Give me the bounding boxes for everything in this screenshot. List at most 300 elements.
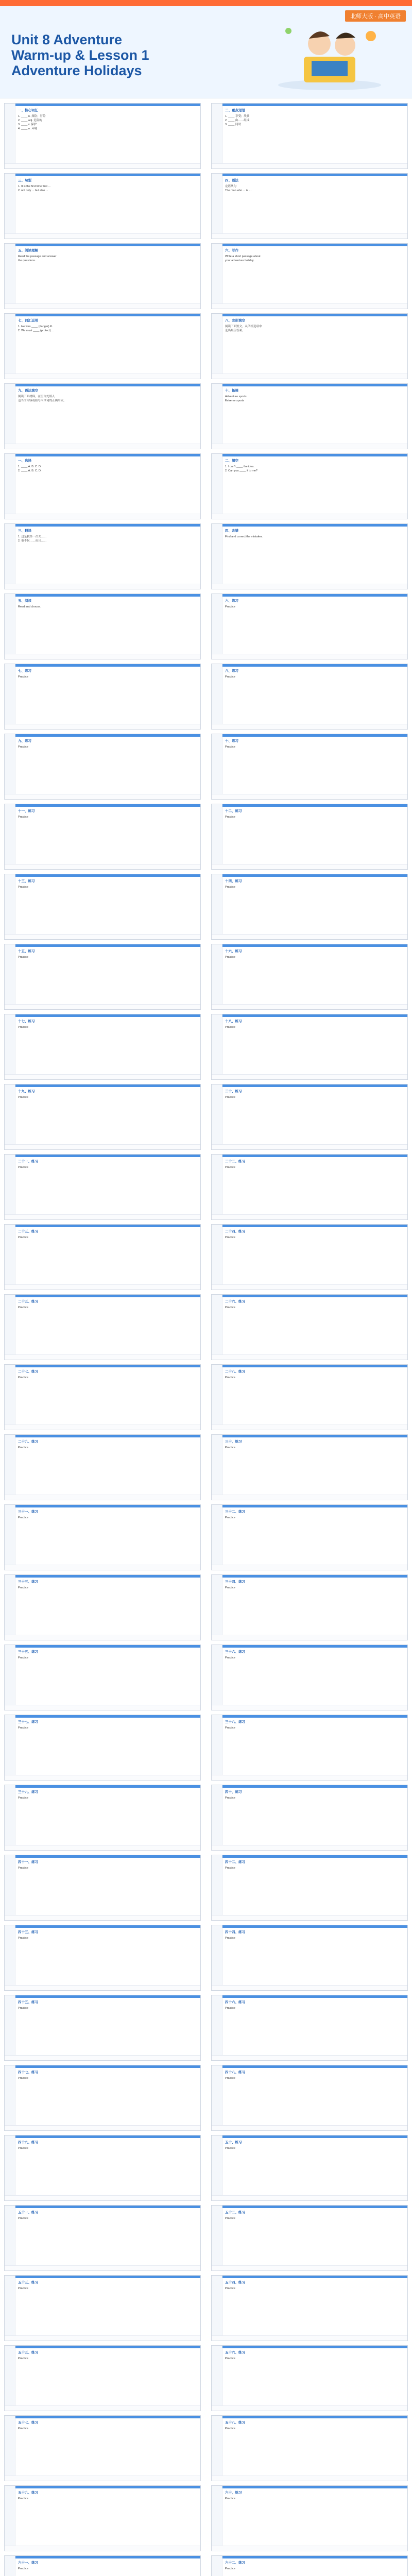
slide-line: Practice bbox=[225, 2217, 235, 2220]
slide-body bbox=[18, 1300, 196, 1352]
slide-line: 4. ____ n. 环境 bbox=[18, 127, 37, 130]
slide-heading: 十、练习 bbox=[225, 739, 238, 743]
content-slide bbox=[211, 2555, 408, 2576]
slide-line: 阅读下面短文，从所给选项中 bbox=[225, 325, 262, 328]
slide-footer bbox=[212, 514, 407, 519]
slide-line: Practice bbox=[225, 745, 235, 749]
slide-heading: 五十一、练习 bbox=[18, 2211, 38, 2214]
title-line-2: Warm-up & Lesson 1 bbox=[11, 47, 149, 63]
content-slide bbox=[4, 523, 201, 589]
slide-body bbox=[18, 179, 196, 231]
slide-body bbox=[225, 2281, 403, 2333]
content-slide bbox=[4, 594, 201, 659]
slide-side-strip bbox=[212, 734, 222, 799]
content-slide bbox=[211, 1995, 408, 2061]
slide-heading: 五、阅读 bbox=[18, 599, 31, 603]
slide-heading: 九、练习 bbox=[18, 739, 31, 743]
slide-body bbox=[225, 2491, 403, 2544]
slide-line: Read the passage and answer bbox=[18, 255, 57, 258]
slide-side-strip bbox=[212, 1505, 222, 1570]
content-slide bbox=[4, 1364, 201, 1430]
slide-footer bbox=[212, 1284, 407, 1290]
slide-side-strip bbox=[212, 1365, 222, 1430]
slide-header-bar bbox=[212, 2346, 407, 2348]
content-slide bbox=[4, 944, 201, 1010]
slide-side-strip bbox=[212, 1855, 222, 1920]
slide-heading: 四十三、练习 bbox=[18, 1930, 38, 1934]
slide-heading: 十七、练习 bbox=[18, 1020, 35, 1023]
slide-footer bbox=[212, 2125, 407, 2130]
slide-header-bar bbox=[212, 1715, 407, 1718]
slide-body bbox=[225, 669, 403, 722]
slide-footer bbox=[5, 1354, 200, 1360]
slide-heading: 三十九、练习 bbox=[18, 1790, 38, 1794]
slide-line: Practice bbox=[18, 1516, 28, 1519]
slide-header-bar bbox=[5, 2486, 200, 2488]
slide-body bbox=[225, 1440, 403, 1493]
slide-heading: 三十二、练习 bbox=[225, 1510, 245, 1514]
slide-body bbox=[18, 1440, 196, 1493]
slide-header-bar bbox=[212, 1505, 407, 1507]
slide-header-bar bbox=[5, 2276, 200, 2278]
slide-body bbox=[18, 809, 196, 862]
slide-heading: 五十七、练习 bbox=[18, 2421, 38, 2425]
slide-header-bar bbox=[212, 2556, 407, 2558]
slide-body bbox=[225, 2071, 403, 2123]
slide-heading: 五十、练习 bbox=[225, 2141, 242, 2144]
slide-body bbox=[18, 1650, 196, 1703]
slide-body bbox=[225, 1510, 403, 1563]
slide-body bbox=[225, 1790, 403, 1843]
slide-header-bar bbox=[5, 734, 200, 737]
slide-body bbox=[225, 1580, 403, 1633]
slide-heading: 二十二、练习 bbox=[225, 1160, 245, 1163]
slide-line: 2. not only ... but also ... bbox=[18, 189, 48, 192]
content-slide bbox=[211, 1715, 408, 1781]
content-slide bbox=[211, 1294, 408, 1360]
slide-line: 2. ____ adj. 危险的 bbox=[18, 119, 42, 122]
slide-side-strip bbox=[212, 874, 222, 939]
slide-footer bbox=[212, 1565, 407, 1570]
slide-header-bar bbox=[5, 1785, 200, 1788]
slide-side-strip bbox=[212, 524, 222, 589]
slide-line: Practice bbox=[225, 2357, 235, 2360]
slide-side-strip bbox=[5, 2486, 15, 2551]
slide-side-strip bbox=[212, 944, 222, 1009]
content-slide bbox=[211, 1504, 408, 1570]
slide-heading: 三十、练习 bbox=[225, 1440, 242, 1444]
slide-footer bbox=[212, 724, 407, 729]
slide-heading: 四、语法 bbox=[225, 179, 238, 182]
slide-side-strip bbox=[212, 2136, 222, 2200]
slide-side-strip bbox=[5, 874, 15, 939]
slide-heading: 八、完形填空 bbox=[225, 319, 245, 323]
slide-body bbox=[225, 2001, 403, 2053]
slide-header-bar bbox=[5, 314, 200, 316]
slide-header-bar bbox=[212, 1155, 407, 1157]
content-slide bbox=[211, 804, 408, 870]
slide-footer bbox=[5, 1144, 200, 1149]
slide-header-bar bbox=[5, 2206, 200, 2208]
slide-footer bbox=[212, 1705, 407, 1710]
slide-footer bbox=[5, 584, 200, 589]
slide-footer bbox=[5, 1775, 200, 1780]
slide-footer bbox=[212, 1915, 407, 1920]
slide-side-strip bbox=[5, 1855, 15, 1920]
slide-footer bbox=[212, 1004, 407, 1009]
slide-line: 1. It is the first time that ... bbox=[18, 185, 50, 188]
slide-header-bar bbox=[212, 734, 407, 737]
content-slide bbox=[4, 874, 201, 940]
slide-side-strip bbox=[212, 594, 222, 659]
slide-footer bbox=[212, 864, 407, 869]
slide-line: Practice bbox=[18, 2427, 28, 2430]
slide-heading: 六、练习 bbox=[225, 599, 238, 603]
slide-line: 1. 这是我第一次去…… bbox=[18, 535, 47, 538]
content-slide bbox=[4, 2415, 201, 2481]
content-slide bbox=[211, 523, 408, 589]
slide-side-strip bbox=[5, 1715, 15, 1780]
slide-heading: 五十八、练习 bbox=[225, 2421, 245, 2425]
slide-heading: 二十六、练习 bbox=[225, 1300, 245, 1303]
content-slide bbox=[211, 1224, 408, 1290]
slide-line: The man who ... is ... bbox=[225, 189, 252, 192]
slide-line: Practice bbox=[18, 2497, 28, 2500]
content-slide bbox=[211, 2415, 408, 2481]
content-slide bbox=[4, 2205, 201, 2271]
slide-header-bar bbox=[5, 1575, 200, 1578]
slide-side-strip bbox=[5, 1925, 15, 1990]
slide-body bbox=[18, 1790, 196, 1843]
slide-body bbox=[225, 529, 403, 582]
slide-body bbox=[225, 249, 403, 301]
slide-footer bbox=[5, 2125, 200, 2130]
slide-footer bbox=[212, 233, 407, 239]
slide-heading: 十六、练习 bbox=[225, 950, 242, 953]
content-slide bbox=[4, 1715, 201, 1781]
slide-heading: 十九、练习 bbox=[18, 1090, 35, 1093]
slide-header-bar bbox=[5, 1855, 200, 1858]
slide-line: 1. He was ____ (danger) ill. bbox=[18, 325, 53, 328]
slide-footer bbox=[212, 1775, 407, 1780]
slide-side-strip bbox=[5, 1435, 15, 1500]
content-slide bbox=[4, 173, 201, 239]
content-slide bbox=[211, 734, 408, 800]
slide-line: Practice bbox=[225, 1096, 235, 1099]
content-slide bbox=[211, 313, 408, 379]
slide-footer bbox=[212, 303, 407, 309]
content-slide bbox=[4, 2345, 201, 2411]
slide-heading: 三十七、练习 bbox=[18, 1720, 38, 1724]
slide-line: Practice bbox=[18, 1797, 28, 1800]
slide-header-bar bbox=[5, 1014, 200, 1017]
slide-line: Practice bbox=[18, 1586, 28, 1589]
slide-heading: 三、翻译 bbox=[18, 529, 31, 533]
slide-heading: 三十五、练习 bbox=[18, 1650, 38, 1654]
slide-body bbox=[18, 1160, 196, 1212]
slide-body bbox=[225, 1160, 403, 1212]
slide-body bbox=[225, 1230, 403, 1282]
slide-line: 1. I can't ____ the idea. bbox=[225, 465, 255, 468]
slide-body bbox=[225, 459, 403, 512]
slide-line: Practice bbox=[225, 1586, 235, 1589]
content-slide bbox=[211, 1364, 408, 1430]
slide-line: Practice bbox=[18, 1446, 28, 1449]
slide-side-strip bbox=[5, 1225, 15, 1290]
slide-body bbox=[18, 1230, 196, 1282]
slide-line: Practice bbox=[18, 2567, 28, 2570]
slide-footer bbox=[5, 1915, 200, 1920]
content-slide bbox=[211, 243, 408, 309]
content-slide bbox=[4, 243, 201, 309]
slide-side-strip bbox=[212, 1435, 222, 1500]
slide-footer bbox=[5, 2546, 200, 2551]
slide-body bbox=[225, 1020, 403, 1072]
slide-line: Practice bbox=[18, 2077, 28, 2080]
slide-heading: 三、句型 bbox=[18, 179, 31, 182]
slide-heading: 五十四、练习 bbox=[225, 2281, 245, 2284]
slide-line: Practice bbox=[225, 886, 235, 889]
slide-heading: 二、重点短语 bbox=[225, 109, 245, 112]
slide-heading: 八、练习 bbox=[225, 669, 238, 673]
slide-heading: 四十一、练习 bbox=[18, 1860, 38, 1864]
slide-body bbox=[225, 389, 403, 442]
slide-heading: 一、核心词汇 bbox=[18, 109, 38, 112]
content-slide bbox=[4, 1504, 201, 1570]
slide-side-strip bbox=[212, 1925, 222, 1990]
slide-footer bbox=[5, 2265, 200, 2270]
slide-line: Practice bbox=[225, 1166, 235, 1169]
slide-line: Practice bbox=[225, 675, 235, 679]
slide-header-bar bbox=[5, 1925, 200, 1928]
slide-header-bar bbox=[5, 1225, 200, 1227]
slide-heading: 三十一、练习 bbox=[18, 1510, 38, 1514]
content-slide bbox=[211, 1434, 408, 1500]
slide-header-bar bbox=[5, 594, 200, 597]
slide-footer bbox=[212, 934, 407, 939]
slide-header-bar bbox=[5, 1155, 200, 1157]
slide-footer bbox=[212, 163, 407, 168]
slide-body bbox=[18, 1020, 196, 1072]
slide-body bbox=[225, 109, 403, 161]
title-text bbox=[11, 32, 228, 78]
slide-header-bar bbox=[212, 1575, 407, 1578]
slide-footer bbox=[212, 1635, 407, 1640]
slide-header-bar bbox=[212, 1365, 407, 1367]
slide-footer bbox=[5, 2335, 200, 2341]
slide-line: Practice bbox=[18, 956, 28, 959]
slide-heading: 六十一、练习 bbox=[18, 2561, 38, 2565]
slide-side-strip bbox=[5, 104, 15, 168]
slide-body bbox=[225, 809, 403, 862]
slide-body bbox=[18, 249, 196, 301]
slide-footer bbox=[212, 1425, 407, 1430]
title-line-3: Adventure Holidays bbox=[11, 63, 142, 78]
slide-header-bar bbox=[5, 1505, 200, 1507]
slide-body bbox=[225, 2141, 403, 2193]
slide-side-strip bbox=[212, 1014, 222, 1079]
slide-header-bar bbox=[212, 944, 407, 947]
slide-body bbox=[18, 1510, 196, 1563]
slide-body bbox=[225, 950, 403, 1002]
slide-side-strip bbox=[212, 804, 222, 869]
slide-side-strip bbox=[212, 1225, 222, 1290]
slide-heading: 二十三、练习 bbox=[18, 1230, 38, 1233]
slide-line: Practice bbox=[225, 2007, 235, 2010]
slide-heading: 十一、练习 bbox=[18, 809, 35, 813]
slide-side-strip bbox=[212, 1155, 222, 1219]
slide-header-bar bbox=[212, 244, 407, 246]
slide-footer bbox=[212, 1074, 407, 1079]
content-slide bbox=[211, 173, 408, 239]
slide-side-strip bbox=[212, 104, 222, 168]
slide-body bbox=[18, 599, 196, 652]
slide-footer bbox=[212, 584, 407, 589]
slide-line: Practice bbox=[225, 1726, 235, 1730]
slide-footer bbox=[5, 1845, 200, 1850]
slide-side-strip bbox=[212, 1645, 222, 1710]
slide-footer bbox=[5, 1074, 200, 1079]
slide-side-strip bbox=[212, 2276, 222, 2341]
slide-footer bbox=[5, 934, 200, 939]
slide-side-strip bbox=[212, 454, 222, 519]
slide-footer bbox=[5, 233, 200, 239]
content-slide bbox=[4, 103, 201, 169]
slide-side-strip bbox=[212, 1084, 222, 1149]
slide-side-strip bbox=[5, 1575, 15, 1640]
publisher-badge: 北师大版 · 高中英语 bbox=[345, 10, 406, 22]
slide-side-strip bbox=[5, 174, 15, 239]
title-line-1: Unit 8 Adventure bbox=[11, 32, 123, 47]
slide-footer bbox=[212, 1144, 407, 1149]
slide-header-bar bbox=[212, 174, 407, 176]
slide-side-strip bbox=[5, 1995, 15, 2060]
content-slide bbox=[211, 103, 408, 169]
slide-heading: 七、练习 bbox=[18, 669, 31, 673]
content-slide bbox=[211, 1855, 408, 1921]
slide-line: Practice bbox=[18, 2217, 28, 2220]
slide-side-strip bbox=[5, 384, 15, 449]
slide-footer bbox=[212, 1985, 407, 1990]
slide-side-strip bbox=[5, 2065, 15, 2130]
slide-side-strip bbox=[5, 1785, 15, 1850]
content-slide bbox=[211, 944, 408, 1010]
slide-line: Practice bbox=[18, 886, 28, 889]
slide-header-bar bbox=[5, 524, 200, 527]
content-slide bbox=[211, 1925, 408, 1991]
content-slide bbox=[4, 1925, 201, 1991]
slide-line: Practice bbox=[225, 2567, 235, 2570]
slide-header-bar bbox=[5, 244, 200, 246]
slide-header-bar bbox=[212, 314, 407, 316]
slide-heading: 四十八、练习 bbox=[225, 2071, 245, 2074]
title-stripe bbox=[0, 0, 412, 6]
slide-heading: 二十八、练习 bbox=[225, 1370, 245, 1374]
slide-side-strip bbox=[5, 1014, 15, 1079]
slide-heading: 二、填空 bbox=[225, 459, 238, 463]
content-slide bbox=[211, 1574, 408, 1640]
slide-heading: 四十五、练习 bbox=[18, 2001, 38, 2004]
slide-side-strip bbox=[5, 2136, 15, 2200]
slide-header-bar bbox=[5, 1365, 200, 1367]
slide-header-bar bbox=[5, 104, 200, 106]
slide-side-strip bbox=[212, 1715, 222, 1780]
slide-header-bar bbox=[212, 1925, 407, 1928]
slide-line: 选出最佳答案。 bbox=[225, 329, 245, 332]
slide-body bbox=[18, 739, 196, 792]
slide-line: Practice bbox=[18, 745, 28, 749]
slide-header-bar bbox=[5, 1084, 200, 1087]
slide-footer bbox=[212, 2546, 407, 2551]
content-slide bbox=[4, 1855, 201, 1921]
slide-line: 2. 他不仅……而且…… bbox=[18, 539, 47, 543]
slide-side-strip bbox=[5, 664, 15, 729]
slide-heading: 四十六、练习 bbox=[225, 2001, 245, 2004]
slide-footer bbox=[5, 1635, 200, 1640]
slide-line: Find and correct the mistakes. bbox=[225, 535, 263, 538]
slide-header-bar bbox=[5, 174, 200, 176]
slide-header-bar bbox=[212, 104, 407, 106]
slide-line: Practice bbox=[225, 1867, 235, 1870]
slide-line: Practice bbox=[225, 816, 235, 819]
slide-side-strip bbox=[5, 524, 15, 589]
slide-line: 2. ____ 由……组成 bbox=[225, 119, 250, 122]
slide-line: Practice bbox=[18, 1867, 28, 1870]
content-slide bbox=[4, 1154, 201, 1220]
slide-side-strip bbox=[5, 804, 15, 869]
slide-heading: 二十五、练习 bbox=[18, 1300, 38, 1303]
slide-footer bbox=[212, 1495, 407, 1500]
slide-side-strip bbox=[5, 594, 15, 659]
slide-body bbox=[225, 2351, 403, 2403]
slide-line: Practice bbox=[225, 1026, 235, 1029]
slide-heading: 七、词汇运用 bbox=[18, 319, 38, 323]
slide-heading: 二十七、练习 bbox=[18, 1370, 38, 1374]
slide-side-strip bbox=[5, 314, 15, 379]
slide-heading: 四十四、练习 bbox=[225, 1930, 245, 1934]
slide-header-bar bbox=[212, 1645, 407, 1648]
slide-side-strip bbox=[5, 1084, 15, 1149]
slide-line: Practice bbox=[225, 2147, 235, 2150]
slide-header-bar bbox=[212, 384, 407, 386]
slide-heading: 五、阅读理解 bbox=[18, 249, 38, 252]
slide-header-bar bbox=[212, 804, 407, 807]
slide-side-strip bbox=[5, 734, 15, 799]
content-slide bbox=[4, 1785, 201, 1851]
content-slide bbox=[4, 2275, 201, 2341]
slide-line: Practice bbox=[225, 1306, 235, 1309]
slide-line: 适当的内容或括号内单词的正确形式。 bbox=[18, 399, 66, 402]
slide-body bbox=[225, 1650, 403, 1703]
content-slide bbox=[211, 2485, 408, 2551]
slide-footer bbox=[5, 1495, 200, 1500]
slide-body bbox=[225, 1930, 403, 1983]
slide-side-strip bbox=[5, 454, 15, 519]
slide-body bbox=[18, 1580, 196, 1633]
slide-body bbox=[225, 1370, 403, 1422]
content-slide bbox=[4, 1434, 201, 1500]
slide-heading: 十八、练习 bbox=[225, 1020, 242, 1023]
content-slide bbox=[4, 453, 201, 519]
slide-heading: 二十九、练习 bbox=[18, 1440, 38, 1444]
content-slide bbox=[4, 1224, 201, 1290]
slide-line: Practice bbox=[18, 1026, 28, 1029]
slide-heading: 五十三、练习 bbox=[18, 2281, 38, 2284]
content-slide bbox=[4, 734, 201, 800]
slide-body bbox=[18, 669, 196, 722]
slide-footer bbox=[5, 444, 200, 449]
content-slide bbox=[211, 664, 408, 730]
